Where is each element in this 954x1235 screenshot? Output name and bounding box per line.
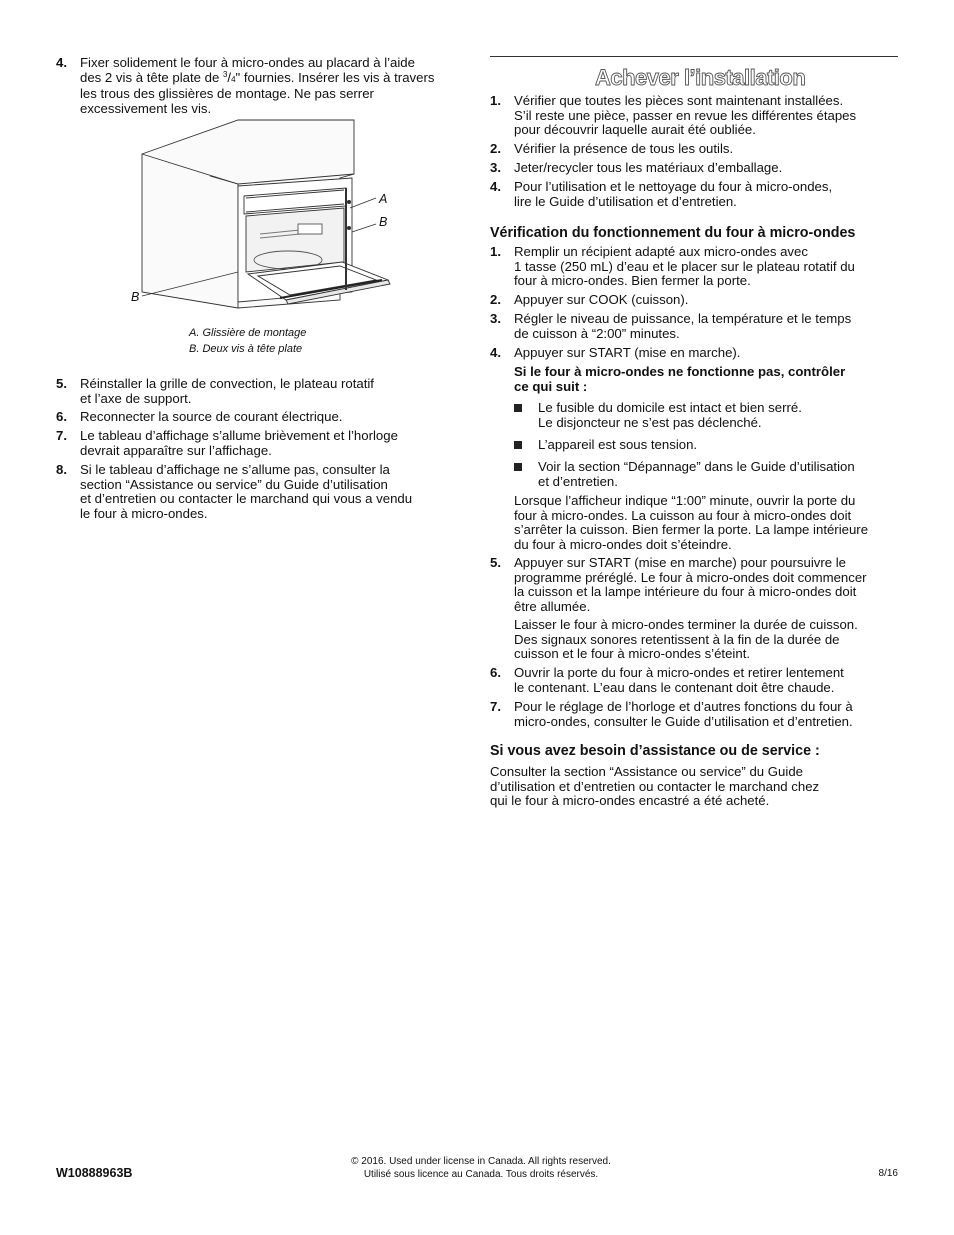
copyright-line-2: Utilisé sous licence au Canada. Tous droits réservés.	[363, 1169, 599, 1180]
step-text: Vérifier la présence de tous les outils.	[514, 141, 734, 156]
check-item: Le fusible du domicile est intact et bien serré. Le disjoncteur ne s’est pas déclenché.	[514, 401, 898, 430]
step-number: 4.	[56, 55, 67, 70]
step-text: Le tableau d’affichage s’allume brièvement et l’horloge devrait apparaître sur l’affichage.	[80, 428, 398, 458]
step-number: 5.	[490, 555, 501, 570]
oven-illustration	[120, 112, 410, 312]
section-divider	[490, 56, 898, 57]
bullet-square-icon	[514, 441, 522, 449]
step-number: 3.	[490, 160, 501, 175]
verification-heading: Vérification du fonctionnement du four à micro-ondes	[490, 225, 856, 241]
assistance-text: Consulter la section “Assistance ou service” du Guide d’utilisation et d’entretien ou contacter le marchand chez qui le four à micro-ondes encastré a été acheté.	[490, 764, 820, 809]
step-number: 2.	[490, 292, 501, 307]
oven-installation-figure	[120, 112, 410, 312]
step-text: Régler le niveau de puissance, la température et le temps de cuisson à “2:00” minutes.	[514, 311, 852, 341]
check-item: Voir la section “Dépannage” dans le Guide d’utilisation et d’entretien.	[514, 460, 898, 489]
copyright-line-1: © 2016. Used under license in Canada. All rights reserved.	[351, 1156, 611, 1167]
verify-step-7	[490, 700, 898, 729]
step-text: Ouvrir la porte du four à micro-ondes et retirer lentement le contenant. L’eau dans le contenant doit être chaude.	[514, 665, 844, 695]
document-code: W10888963B	[56, 1166, 133, 1180]
left-step-6	[56, 410, 466, 425]
step-text: Jeter/recycler tous les matériaux d’emballage.	[514, 160, 783, 175]
step-text: Appuyer sur START (mise en marche) pour poursuivre le programme préréglé. Le four à micro-ondes doit commencer la cuisson et la lampe intérieure du four à micro-ondes doit être allumée.	[514, 555, 867, 614]
complete-step-1	[490, 94, 898, 138]
figure-label-b-right: B	[379, 215, 388, 229]
step-text: Si le tableau d’affichage ne s’allume pas, consulter la section “Assistance ou service” du Guide d’utilisation et d’entretien ou contacter le marchand qui vous a vendu le four à micro-ondes.	[80, 462, 413, 521]
bullet-square-icon	[514, 404, 522, 412]
step-text: Pour le réglage de l’horloge et d’autres fonctions du four à micro-ondes, consulter le Guide d’utilisation et d’entretien.	[514, 699, 853, 729]
verify-step-2	[490, 293, 898, 308]
complete-step-4	[490, 180, 898, 209]
check-note: Si le four à micro-ondes ne fonctionne pas, contrôler ce qui suit :	[514, 364, 846, 394]
step5-paragraph: Laisser le four à micro-ondes terminer la durée de cuisson. Des signaux sonores retentissent à la fin de la durée de cuisson et le four à micro-ondes s’éteint.	[514, 617, 858, 662]
step-text: Fixer solidement le four à micro-ondes au placard à l’aide des 2 vis à tête plate de $^3$/4" fournies. Insérer les vis à travers les trous des glissières de montage. Ne pas serrer excessivement les vis.	[80, 55, 435, 116]
assistance-heading: Si vous avez besoin d’assistance ou de service :	[490, 743, 820, 759]
step-text: Appuyer sur COOK (cuisson).	[514, 292, 689, 307]
step-number: 1.	[490, 93, 501, 108]
left-step-4	[56, 56, 466, 116]
left-step-5	[56, 377, 466, 406]
left-step-7	[56, 429, 466, 458]
step-number: 3.	[490, 311, 501, 326]
step-number: 7.	[490, 699, 501, 714]
verify-step-5	[490, 556, 898, 614]
step-text: Reconnecter la source de courant électrique.	[80, 409, 343, 424]
step-number: 5.	[56, 376, 67, 391]
section-title: Achever l’installation	[595, 65, 806, 90]
revision-date: 8/16	[878, 1168, 898, 1179]
step-text: Remplir un récipient adapté aux micro-ondes avec 1 tasse (250 mL) d’eau et le placer sur le plateau rotatif du four à micro-ondes. Bien fermer la porte.	[514, 244, 855, 289]
left-step-8	[56, 463, 466, 521]
step-number: 4.	[490, 179, 501, 194]
verify-step-6	[490, 666, 898, 695]
step-number: 8.	[56, 462, 67, 477]
step-number: 6.	[56, 409, 67, 424]
step-number: 1.	[490, 244, 501, 259]
step-text: Vérifier que toutes les pièces sont maintenant installées. S’il reste une pièce, passer en revue les différentes étapes pour découvrir laquelle aurait été oubliée.	[514, 93, 857, 138]
verify-step-1	[490, 245, 898, 289]
figure-caption-a: A. Glissière de montage	[189, 327, 307, 339]
step-text: Pour l’utilisation et le nettoyage du four à micro-ondes, lire le Guide d’utilisation et d’entretien.	[514, 179, 833, 209]
verify-step-3	[490, 312, 898, 341]
step-number: 4.	[490, 345, 501, 360]
step-text: Appuyer sur START (mise en marche).	[514, 345, 741, 360]
step-number: 6.	[490, 665, 501, 680]
figure-caption-b: B. Deux vis à tête plate	[189, 343, 303, 355]
verify-step-4	[490, 346, 898, 361]
step-text: Réinstaller la grille de convection, le plateau rotatif et l’axe de support.	[80, 376, 374, 406]
display-paragraph: Lorsque l’afficheur indique “1:00” minute, ouvrir la porte du four à micro-ondes. La cuisson au four à micro-ondes doit s’arrêter la cuisson. Bien fermer la porte. La lampe intérieure du four à micro-ondes doit s’éteindre.	[514, 493, 869, 552]
step-number: 2.	[490, 141, 501, 156]
check-item: L’appareil est sous tension.	[514, 438, 898, 453]
copyright-notice	[300, 1155, 662, 1181]
figure-label-b-left: B	[131, 290, 140, 304]
complete-step-3	[490, 161, 898, 176]
bullet-square-icon	[514, 463, 522, 471]
figure-label-a: A	[379, 192, 388, 206]
step-number: 7.	[56, 428, 67, 443]
complete-step-2	[490, 142, 898, 157]
